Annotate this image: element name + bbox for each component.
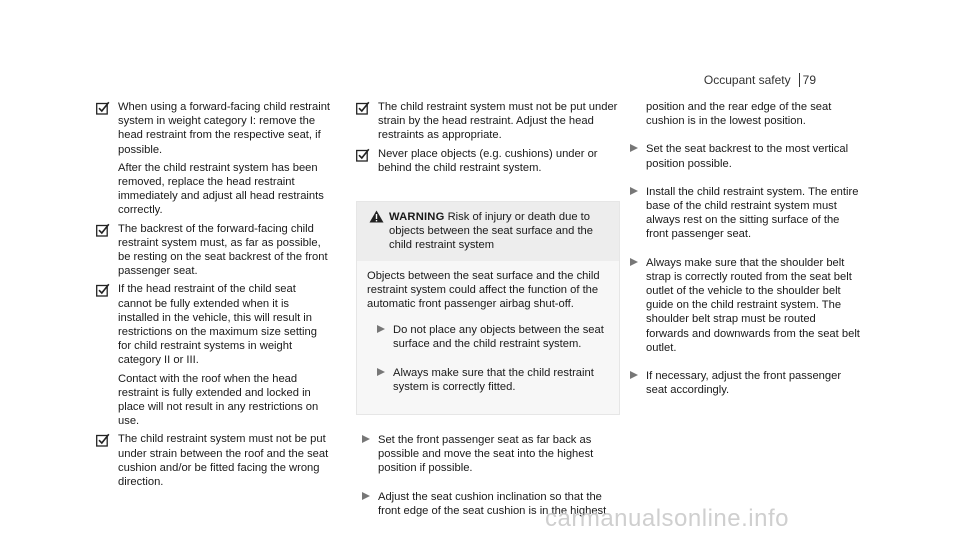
warning-bullet-text: Do not place any objects between the seat surface and the child restraint system. xyxy=(393,324,604,351)
warning-label: WARNING xyxy=(389,211,445,224)
step-continuation: position and the rear edge of the seat cushion is in the lowest position. xyxy=(646,101,832,128)
warning-heading xyxy=(367,210,609,253)
column-2 xyxy=(356,100,622,532)
page-header xyxy=(704,73,816,87)
checkbox-check-icon xyxy=(96,101,110,115)
step-text: Install the child restraint system. The entire base of the child restraint system must always rest on the sitting surface of the front passenger seat. xyxy=(646,185,859,241)
check-text: If the head restraint of the child seat cannot be fully extended when it is installed in the vehicle, this will result in restrictions on the maximum size setting for child restraint systems in weight category II or III. xyxy=(118,283,317,367)
check-item xyxy=(96,432,331,489)
check-text-continued: After the child restraint system has been removed, replace the head restraint immediately and adjust all head restraints correctly. xyxy=(118,161,324,217)
warning-text: Objects between the seat surface and the child restraint system could affect the function of the automatic front passenger airbag shut-off. xyxy=(367,269,600,311)
arrow-right-icon xyxy=(630,187,638,195)
arrow-right-icon xyxy=(630,371,638,379)
arrow-right-icon xyxy=(630,258,638,266)
warning-bullet-text: Always make sure that the child restraint system is correctly fitted. xyxy=(393,366,594,393)
step-item xyxy=(624,256,860,355)
checkbox-check-icon xyxy=(356,148,370,162)
check-text: When using a forward-facing child restraint system in weight category I: remove the head restraint from the respective seat, if possible. xyxy=(118,101,331,156)
step-item xyxy=(624,142,860,170)
warning-box xyxy=(356,201,620,415)
arrow-right-icon xyxy=(377,325,385,333)
check-item xyxy=(356,147,622,175)
warning-body xyxy=(357,261,619,414)
step-item xyxy=(624,185,860,242)
step-text: Set the seat backrest to the most vertical position possible. xyxy=(646,143,849,170)
checkbox-check-icon xyxy=(96,433,110,447)
column-1 xyxy=(96,100,331,493)
warning-bullet xyxy=(367,366,609,394)
warning-header xyxy=(357,202,619,261)
step-item xyxy=(356,433,622,476)
check-text-continued: Contact with the roof when the head restraint is fully extended and locked in place will not result in any restrictions on use. xyxy=(118,372,319,428)
check-item xyxy=(96,282,331,428)
step-text: Set the front passenger seat as far back as possible and move the seat into the highest position if possible. xyxy=(378,434,594,475)
check-text: Never place objects (e.g. cushions) under or behind the child restraint system. xyxy=(378,147,598,174)
step-text: Always make sure that the shoulder belt strap is correctly routed from the seat belt outlet of the vehicle to the shoulder belt guide on the child restraint system. The shoulder belt strap must be routed forwards and downwards from the seat belt outlet. xyxy=(646,256,860,354)
arrow-right-icon xyxy=(362,435,370,443)
check-item xyxy=(356,100,622,143)
column-3 xyxy=(624,100,860,411)
arrow-right-icon xyxy=(362,492,370,500)
checkbox-check-icon xyxy=(356,101,370,115)
check-text: The child restraint system must not be put under strain between the roof and the seat cushion and/or be fitted facing the wrong direction. xyxy=(118,433,329,489)
arrow-right-icon xyxy=(630,144,638,152)
warning-title: Risk of injury or death due to objects between the seat surface and the child restraint system xyxy=(389,211,593,252)
step-text: If necessary, adjust the front passenger seat accordingly. xyxy=(646,370,842,397)
step-text: Adjust the seat cushion inclination so that the front edge of the seat cushion is in the highest xyxy=(378,490,607,517)
warning-bullet xyxy=(367,323,609,351)
step-item xyxy=(624,369,860,397)
checkbox-check-icon xyxy=(96,283,110,297)
watermark: carmanualsonline.info xyxy=(545,505,789,532)
warning-triangle-icon xyxy=(369,210,384,223)
check-text: The child restraint system must not be put under strain by the head restraint. Adjust the head restraints as appropriate. xyxy=(378,101,618,142)
check-item xyxy=(96,100,331,218)
arrow-right-icon xyxy=(377,368,385,376)
checkbox-check-icon xyxy=(96,223,110,237)
page-number: 79 xyxy=(799,73,816,87)
check-item xyxy=(96,222,331,279)
check-text: The backrest of the forward-facing child restraint system must, as far as possible, be resting on the seat backrest of the front passenger seat. xyxy=(118,222,328,278)
section-title: Occupant safety xyxy=(703,73,791,87)
